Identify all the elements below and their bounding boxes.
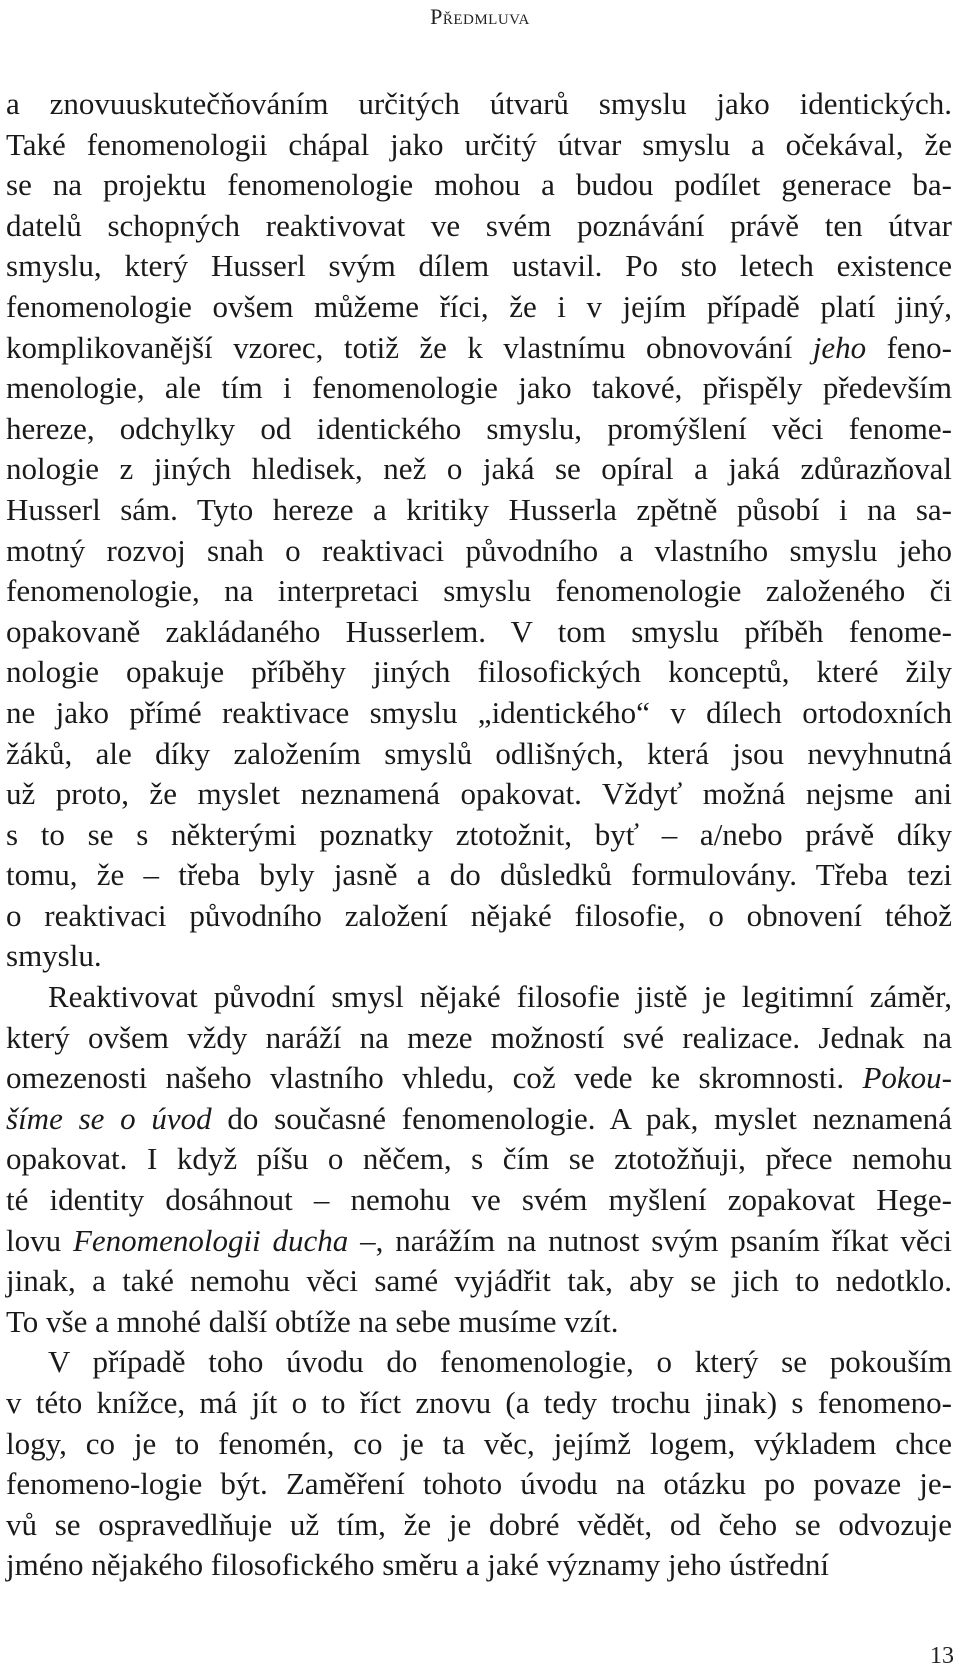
text-line: komplikovanější vzorec, totiž že k vlastnímu obnovování jeho feno-: [6, 329, 953, 365]
text-line: jinak, a také nemohu věci samé vyjádřit tak, aby se jich to nedotklo.: [6, 1263, 952, 1299]
text-line: šíme se o úvod do současné fenomenologie. A pak, myslet neznamená: [6, 1100, 952, 1136]
text-line: nologie z jiných hledisek, než o jaká se opíral a jaká zdůrazňoval: [6, 451, 952, 487]
text-line: vů se ospravedlňuje už tím, že je dobré vědět, od čeho se odvozuje: [6, 1506, 952, 1542]
text-line: ne jako přímé reaktivace smyslu „identického“ v dílech ortodoxních: [6, 694, 952, 730]
text-line: s to se s některými poznatky ztotožnit, byť – a/nebo právě díky: [6, 816, 952, 852]
text-line: motný rozvoj snah o reaktivaci původního a vlastního smyslu jeho: [6, 532, 952, 568]
text-line: nologie opakuje příběhy jiných filosofických konceptů, které žily: [6, 654, 952, 690]
italic-text: šíme se o úvod: [6, 1100, 212, 1136]
text-line: Také fenomenologii chápal jako určitý útvar smyslu a očekával, že: [6, 126, 952, 162]
text-line: opakovat. I když píšu o něčem, s čím se ztotožňuji, přece nemohu: [6, 1141, 952, 1177]
italic-text: Fenomenologii ducha: [72, 1222, 349, 1258]
text-line: fenomenologie ovšem můžeme říci, že i v jejím případě platí jiný,: [6, 288, 952, 324]
text-line: v této knížce, má jít o to říct znovu (a tedy trochu jinak) s fenomeno-: [6, 1385, 952, 1420]
italic-text: jeho: [812, 329, 867, 365]
text-line: To vše a mnohé další obtíže na sebe musíme vzít.: [6, 1303, 619, 1339]
text-line: žáků, ale díky založením smyslů odlišných, která jsou nevyhnutná: [6, 735, 952, 771]
text-line: datelů schopných reaktivovat ve svém poznávání právě ten útvar: [6, 207, 952, 243]
text-line: a znovuuskutečňováním určitých útvarů smyslu jako identických.: [6, 86, 952, 121]
text-line: hereze, odchylky od identického smyslu, promýšlení věci fenome-: [6, 410, 952, 446]
text-line: opakovaně zakládaného Husserlem. V tom smyslu příběh fenome-: [6, 613, 952, 649]
text-line: smyslu.: [6, 938, 102, 974]
text-line: jméno nějakého filosofického směru a jaké významy jeho ústřední: [6, 1547, 829, 1583]
text-line: té identity dosáhnout – nemohu ve svém myšlení zopakovat Hege-: [6, 1182, 952, 1218]
text-line: fenomenologie, na interpretaci smyslu fenomenologie založeného či: [6, 573, 952, 609]
text-line: lovu Fenomenologii ducha –, narážím na nutnost svým psaním říkat věci: [6, 1222, 952, 1258]
text-line: fenomeno-logie být. Zaměření tohoto úvodu na otázku po povaze je-: [6, 1466, 952, 1502]
page-number: 13: [930, 1643, 954, 1669]
text-line: který ovšem vždy naráží na meze možností své realizace. Jednak na: [6, 1019, 952, 1055]
text-line: omezenosti našeho vlastního vhledu, což vede ke skromnosti. Pokou-: [6, 1060, 952, 1096]
running-head: Předmluva: [430, 4, 530, 29]
text-line: V případě toho úvodu do fenomenologie, o který se pokouším: [48, 1344, 952, 1380]
text-line: Husserl sám. Tyto hereze a kritiky Husserla zpětně působí i na sa-: [6, 491, 952, 527]
text-line: o reaktivaci původního založení nějaké filosofie, o obnovení téhož: [6, 897, 952, 933]
text-line: logy, co je to fenomén, co je ta věc, jejímž logem, výkladem chce: [6, 1425, 952, 1461]
text-line: už proto, že myslet neznamená opakovat. Vždyť možná nejsme ani: [6, 776, 952, 812]
text-line: Reaktivovat původní smysl nějaké filosofie jistě je legitimní záměr,: [48, 979, 952, 1015]
text-line: smyslu, který Husserl svým dílem ustavil. Po sto letech existence: [6, 248, 952, 284]
text-line: menologie, ale tím i fenomenologie jako takové, přispěly především: [6, 370, 952, 406]
body-text: [6, 84, 952, 1586]
text-line: se na projektu fenomenologie mohou a budou podílet generace ba-: [6, 167, 952, 203]
italic-text: Pokou-: [862, 1060, 952, 1096]
text-line: tomu, že – třeba byly jasně a do důsledků formulovány. Třeba tezi: [6, 857, 952, 893]
